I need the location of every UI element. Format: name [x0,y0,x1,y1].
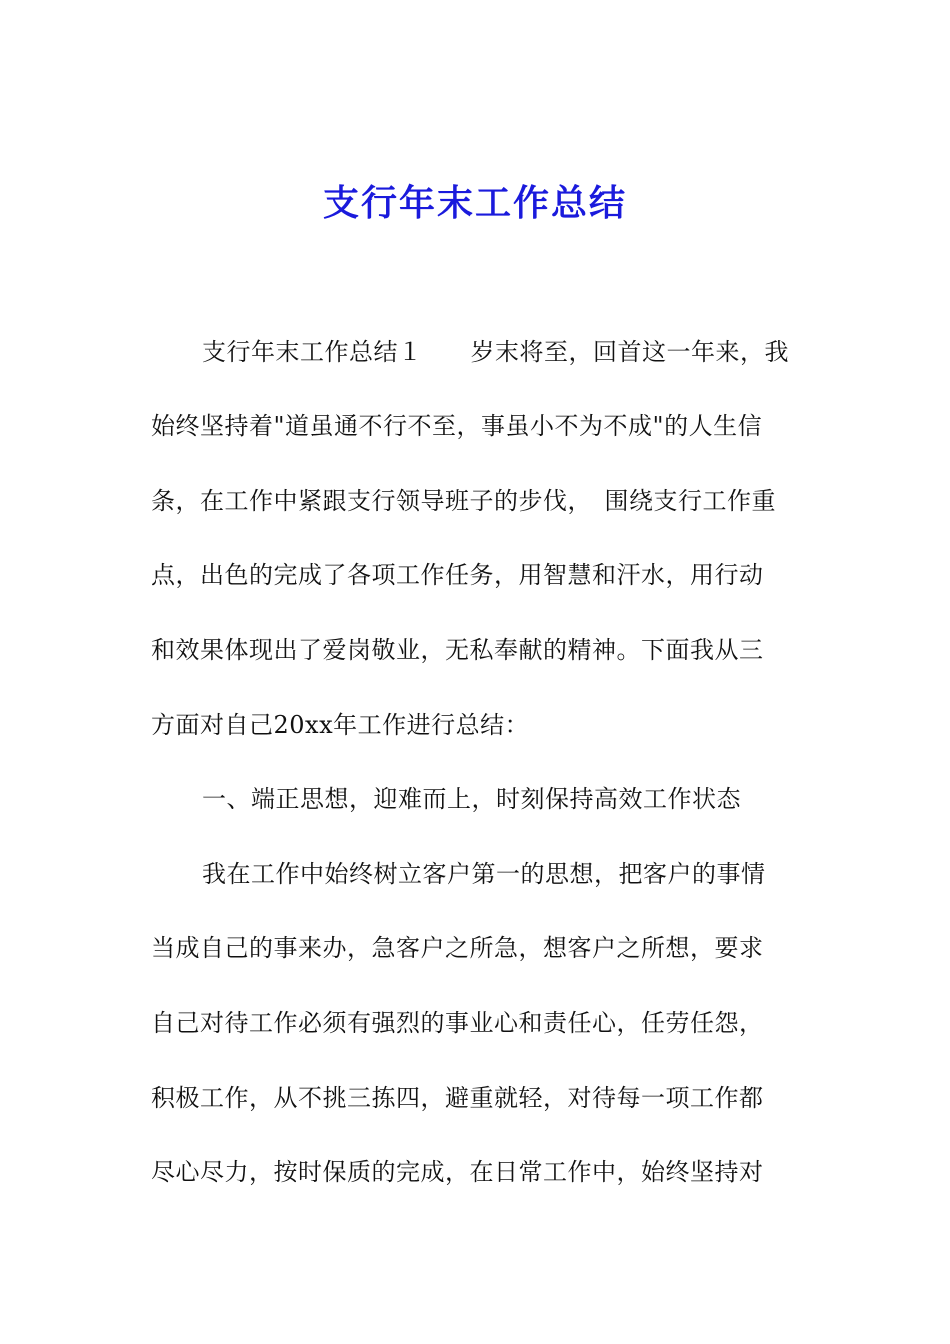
paragraph-line: 始终坚持着"道虽通不行不至，事虽小不为不成"的人生信 [151,412,763,440]
document-title: 支行年末工作总结 [322,183,627,224]
paragraph-line: 方面对自己20xx年工作进行总结： [151,711,530,739]
paragraph-line: 积极工作，从不挑三拣四，避重就轻，对待每一项工作都 [151,1084,764,1112]
paragraph-line: 尽心尽力，按时保质的完成，在日常工作中，始终坚持对 [151,1158,764,1186]
paragraph-line: 自己对待工作必须有强烈的事业心和责任心，任劳任怨， [151,1009,764,1037]
section-heading: 一、端正思想，迎难而上，时刻保持高效工作状态 [202,785,741,813]
paragraph-text: 岁末将至，回首这一年来，我 [470,338,789,366]
section-heading-inline: 支行年末工作总结１ [202,338,423,366]
paragraph-line: 点，出色的完成了各项工作任务，用智慧和汗水，用行动 [151,561,764,589]
paragraph-line: 当成自己的事来办，急客户之所急，想客户之所想，要求 [151,934,764,962]
paragraph-line [202,332,862,372]
paragraph-line: 条，在工作中紧跟支行领导班子的步伐， 围绕支行工作重 [151,487,776,515]
paragraph-line: 我在工作中始终树立客户第一的思想，把客户的事情 [202,860,766,888]
paragraph-line: 和效果体现出了爱岗敬业，无私奉献的精神。下面我从三 [151,636,764,664]
